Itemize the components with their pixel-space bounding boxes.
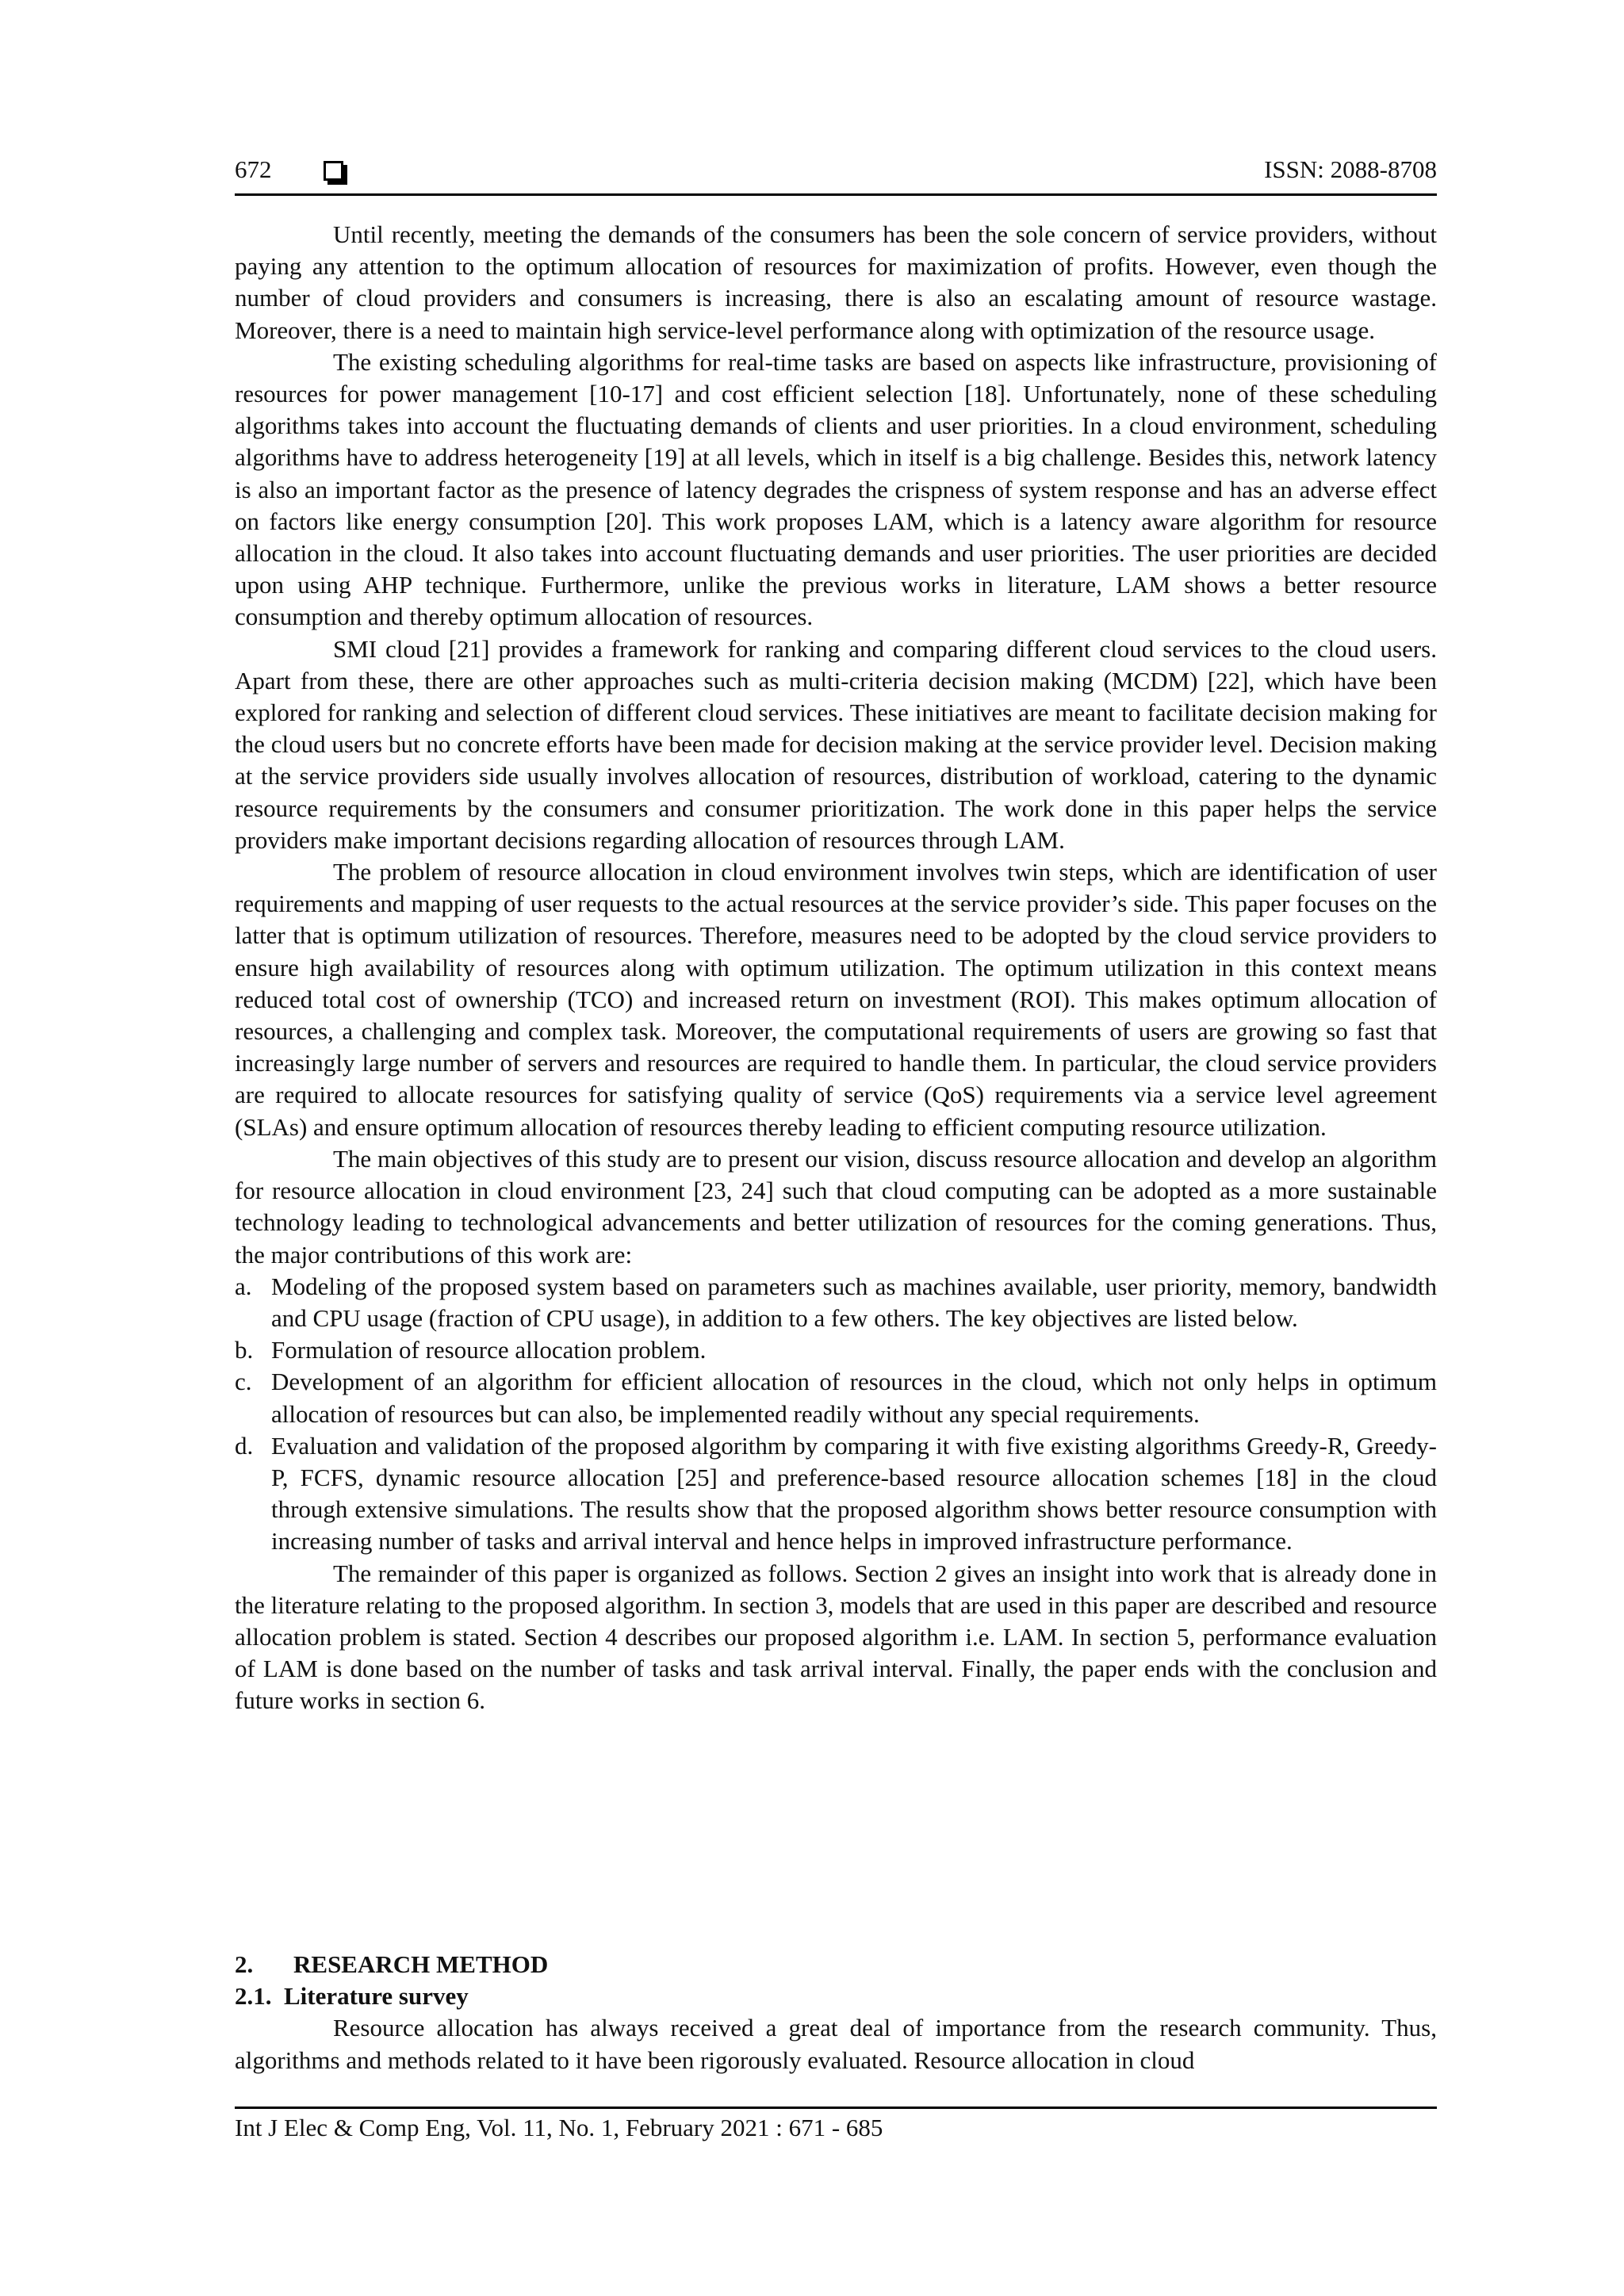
- list-item-text: Evaluation and validation of the proposed algorithm by comparing it with five existing algorithms Greedy-R, Greedy-P, FCFS, dynamic resource allocation [25] and preference-based resource allocation schemes [18] in the cloud through extensive simulations. The results show that the proposed algorithm shows better resource consumption with increasing number of tasks and arrival interval and hence helps in improved infrastructure performance.: [271, 1431, 1437, 1556]
- subsection-title: Literature survey: [284, 1982, 469, 2011]
- page-footer: [235, 2107, 1437, 2142]
- paragraph: The remainder of this paper is organized as follows. Section 2 gives an insight into work that is already done in the literature relating to the proposed algorithm. In section 3, models that are used in this paper are described and resource allocation problem is stated. Section 4 describes our proposed algorithm i.e. LAM. In section 5, performance evaluation of LAM is done based on the number of tasks and task arrival interval. Finally, the paper ends with the conclusion and future works in section 6.: [235, 1559, 1437, 1715]
- section-number: 2.: [235, 1950, 254, 1978]
- paragraph: The problem of resource allocation in cloud environment involves twin steps, which are identification of user requirements and mapping of user requests to the actual resources at the service provider’s side. This paper focuses on the latter that is optimum utilization of resources. Therefore, measures need to be adopted by the cloud service providers to ensure high availability of resources along with optimum utilization. The optimum utilization in this context means reduced total cost of ownership (TCO) and increased return on investment (ROI). This makes optimum allocation of resources, a challenging and complex task. Moreover, the computational requirements of users are growing so fast that increasingly large number of servers and resources are required to handle them. In particular, the cloud service providers are required to allocate resources for satisfying quality of service (QoS) requirements via a service level agreement (SLAs) and ensure optimum allocation of resources thereby leading to efficient computing resource utilization.: [235, 858, 1437, 1141]
- section-title: RESEARCH METHOD: [293, 1950, 549, 1978]
- page-number: 672: [235, 155, 272, 183]
- paragraph: SMI cloud [21] provides a framework for ranking and comparing different cloud services to the cloud users. Apart from these, there are other approaches such as multi-criteria decision making (MCDM) [22], which have been explored for ranking and selection of different cloud services. These initiatives are meant to facilitate decision making for the cloud users but no concrete efforts have been made for decision making at the service provider level. Decision making at the service providers side usually involves allocation of resources, distribution of workload, catering to the dynamic resource requirements by the consumers and consumer prioritization. The work done in this paper helps the service providers make important decisions regarding allocation of resources through LAM.: [235, 634, 1437, 854]
- list-marker: d.: [235, 1431, 254, 1460]
- list-marker: b.: [235, 1336, 254, 1364]
- paragraph: The existing scheduling algorithms for real-time tasks are based on aspects like infrastructure, provisioning of resources for power management [10-17] and cost efficient selection [18]. Unfortunately, none of these scheduling algorithms takes into account the fluctuating demands of clients and user priorities. In a cloud environment, scheduling algorithms have to address heterogeneity [19] at all levels, which in itself is a big challenge. Besides this, network latency is also an important factor as the presence of latency degrades the crispness of system response and has an adverse effect on factors like energy consumption [20]. This work proposes LAM, which is a latency aware algorithm for resource allocation in the cloud. It also takes into account fluctuating demands and user priorities. The user priorities are decided upon using AHP technique. Furthermore, unlike the previous works in literature, LAM shows a better resource consumption and thereby optimum allocation of resources.: [235, 347, 1437, 631]
- subsection-number: 2.1.: [235, 1982, 272, 2011]
- list-item: [235, 1430, 1437, 1558]
- list-item: [235, 1271, 1437, 1334]
- checkbox-square-icon: [324, 161, 343, 181]
- contributions-list: [235, 1271, 1437, 1558]
- paragraph: The main objectives of this study are to present our vision, discuss resource allocation and develop an algorithm for resource allocation in cloud environment [23, 24] such that cloud computing can be adopted as a more sustainable technology leading to technological advancements and better utilization of resources for the coming generations. Thus, the major contributions of this work are:: [235, 1144, 1437, 1269]
- paragraph: Until recently, meeting the demands of the consumers has been the sole concern of service providers, without paying any attention to the optimum allocation of resources for maximization of profits. However, even though the number of cloud providers and consumers is increasing, there is also an escalating amount of resource wastage. Moreover, there is a need to maintain high service-level performance along with optimization of the resource usage.: [235, 220, 1437, 344]
- page-header: [235, 155, 1437, 196]
- section-research-method: [235, 1949, 1437, 2076]
- issn: ISSN: 2088-8708: [1264, 155, 1437, 183]
- list-item-text: Modeling of the proposed system based on parameters such as machines available, user priority, memory, bandwidth and CPU usage (fraction of CPU usage), in addition to a few others. The key objectives are listed below.: [271, 1272, 1437, 1332]
- list-item-text: Development of an algorithm for efficient allocation of resources in the cloud, which not only helps in optimum allocation of resources but can also, be implemented readily without any special requirements.: [271, 1368, 1437, 1428]
- list-marker: a.: [235, 1272, 252, 1300]
- list-item: [235, 1366, 1437, 1429]
- section-heading: [235, 1949, 1437, 1980]
- body-text: [235, 219, 1437, 1717]
- subsection-heading: [235, 1980, 1437, 2012]
- list-marker: c.: [235, 1368, 252, 1396]
- paragraph: Resource allocation has always received a great deal of importance from the research community. Thus, algorithms and methods related to it have been rigorously evaluated. Resource allocation in cloud: [235, 2014, 1437, 2074]
- list-item: [235, 1334, 1437, 1366]
- list-item-text: Formulation of resource allocation problem.: [271, 1336, 707, 1364]
- journal-citation: Int J Elec & Comp Eng, Vol. 11, No. 1, February 2021 : 671 - 685: [235, 2114, 883, 2141]
